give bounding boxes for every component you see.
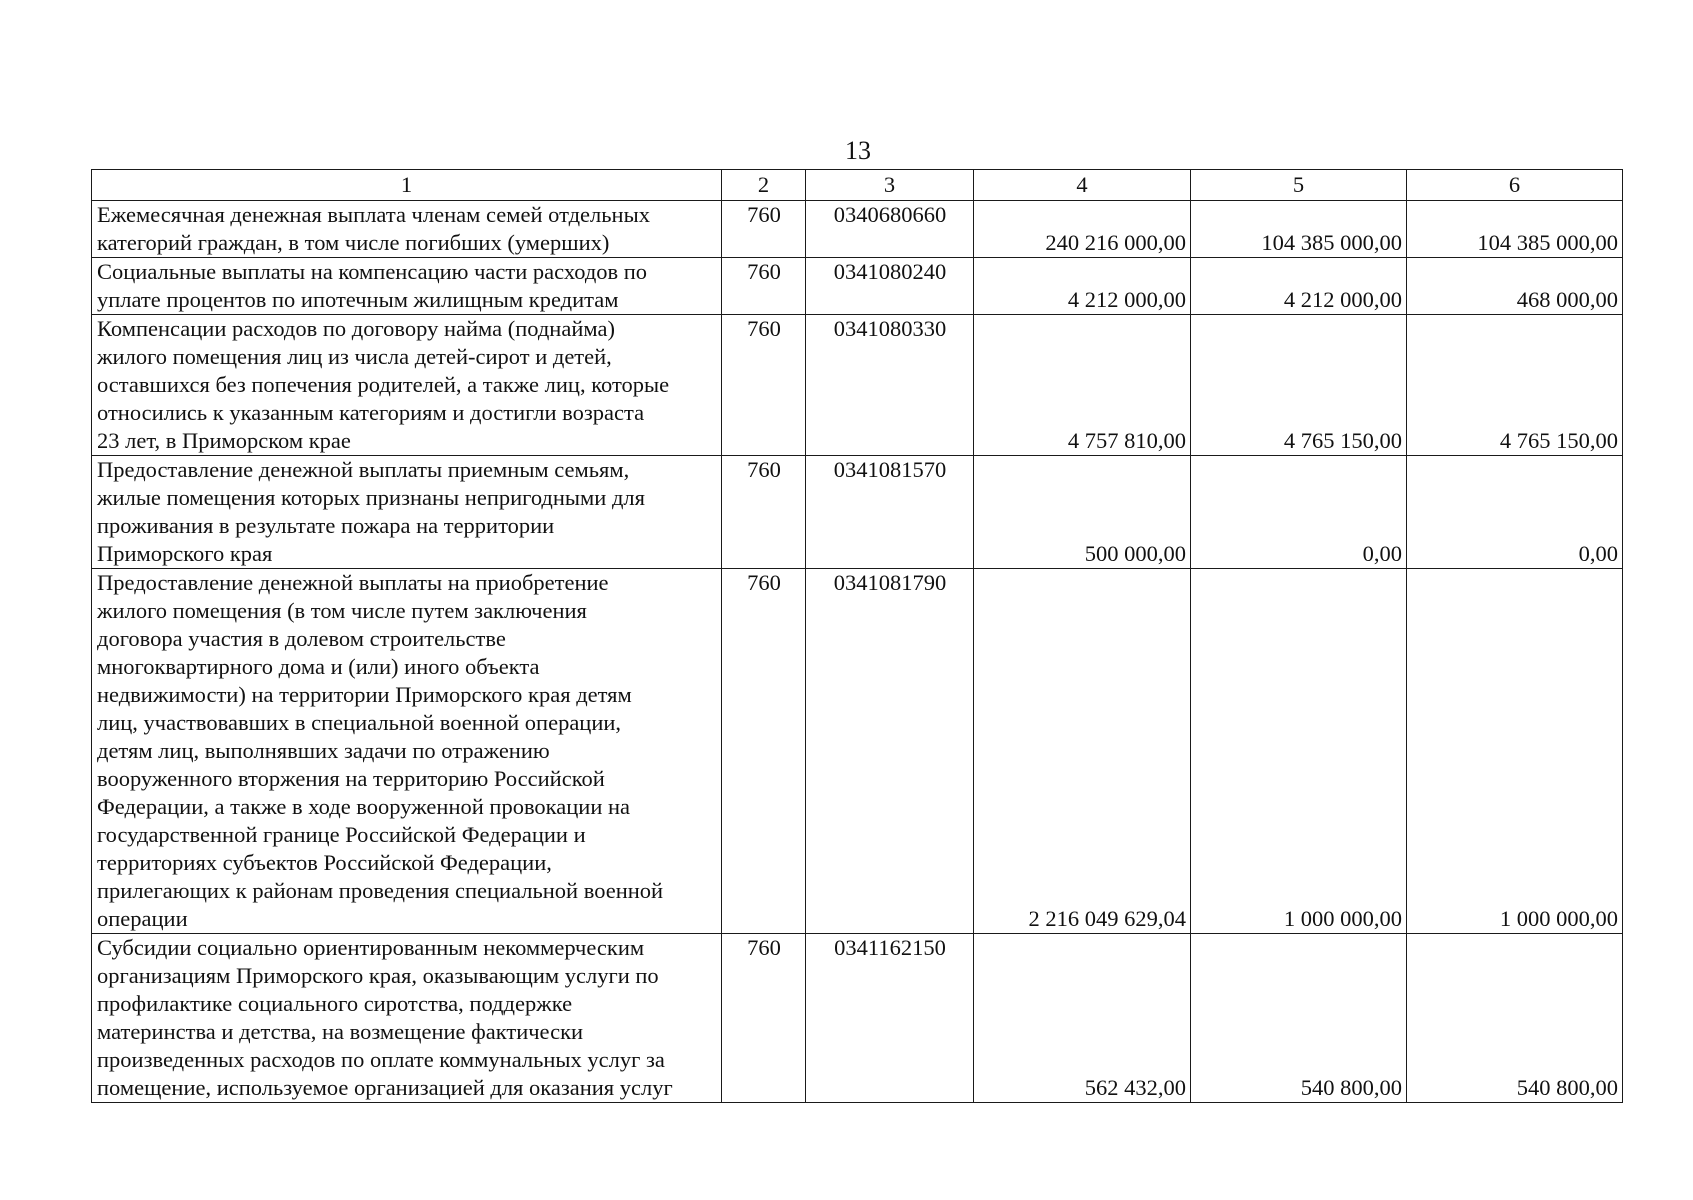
description-line: организациям Приморского края, оказывающим услуги по — [97, 963, 659, 988]
row-amount-col-6: 4 765 150,00 — [1407, 315, 1623, 456]
row-amount-col-4: 2 216 049 629,04 — [974, 569, 1191, 934]
description-line: лиц, участвовавших в специальной военной операции, — [97, 710, 622, 735]
description-line: Федерации, а также в ходе вооруженной провокации на — [97, 794, 631, 819]
row-description — [92, 315, 722, 456]
column-header-6: 6 — [1407, 170, 1623, 201]
row-grbs-code: 760 — [722, 258, 806, 315]
description-line: Социальные выплаты на компенсацию части расходов по — [97, 259, 648, 284]
description-line: произведенных расходов по оплате коммунальных услуг за — [97, 1047, 665, 1072]
row-amount-col-6: 468 000,00 — [1407, 258, 1623, 315]
row-amount-col-6: 1 000 000,00 — [1407, 569, 1623, 934]
row-target-code: 0341081790 — [806, 569, 974, 934]
row-amount-col-5: 4 765 150,00 — [1191, 315, 1407, 456]
row-amount-col-4: 562 432,00 — [974, 934, 1191, 1103]
row-amount-col-5: 4 212 000,00 — [1191, 258, 1407, 315]
description-line: Приморского края — [97, 541, 273, 566]
row-amount-col-6: 540 800,00 — [1407, 934, 1623, 1103]
table-row — [92, 456, 1623, 569]
description-line: профилактике социального сиротства, поддержке — [97, 991, 573, 1016]
description-line: многоквартирного дома и (или) иного объекта — [97, 654, 540, 679]
row-target-code: 0341081570 — [806, 456, 974, 569]
description-line: вооруженного вторжения на территорию Российской — [97, 766, 605, 791]
row-description — [92, 456, 722, 569]
row-amount-col-6: 104 385 000,00 — [1407, 201, 1623, 258]
column-header-4: 4 — [974, 170, 1191, 201]
header-row — [92, 170, 1623, 201]
description-line: Компенсации расходов по договору найма (поднайма) — [97, 316, 615, 341]
description-line: территориях субъектов Российской Федерации, — [97, 850, 552, 875]
row-target-code: 0340680660 — [806, 201, 974, 258]
description-line: категорий граждан, в том числе погибших (умерших) — [97, 230, 610, 255]
description-line: оставшихся без попечения родителей, а также лиц, которые — [97, 372, 670, 397]
row-description — [92, 569, 722, 934]
table-row — [92, 569, 1623, 934]
row-description — [92, 201, 722, 258]
column-header-1: 1 — [92, 170, 722, 201]
table-row — [92, 258, 1623, 315]
row-amount-col-4: 500 000,00 — [974, 456, 1191, 569]
table-row — [92, 315, 1623, 456]
description-line: уплате процентов по ипотечным жилищным кредитам — [97, 287, 619, 312]
description-line: государственной границе Российской Федерации и — [97, 822, 586, 847]
table-header — [92, 170, 1623, 201]
row-grbs-code: 760 — [722, 934, 806, 1103]
row-amount-col-4: 4 757 810,00 — [974, 315, 1191, 456]
row-target-code: 0341080330 — [806, 315, 974, 456]
column-header-5: 5 — [1191, 170, 1407, 201]
description-line: договора участия в долевом строительстве — [97, 626, 506, 651]
description-line: 23 лет, в Приморском крае — [97, 428, 351, 453]
row-grbs-code: 760 — [722, 201, 806, 258]
row-amount-col-5: 540 800,00 — [1191, 934, 1407, 1103]
description-line: Субсидии социально ориентированным некоммерческим — [97, 935, 645, 960]
row-amount-col-5: 1 000 000,00 — [1191, 569, 1407, 934]
description-line: Предоставление денежной выплаты на приобретение — [97, 570, 609, 595]
budget-table — [91, 169, 1623, 1103]
description-line: относились к указанным категориям и достигли возраста — [97, 400, 645, 425]
row-description — [92, 258, 722, 315]
description-line: детям лиц, выполнявших задачи по отражению — [97, 738, 550, 763]
row-description — [92, 934, 722, 1103]
row-target-code: 0341080240 — [806, 258, 974, 315]
description-line: прилегающих к районам проведения специальной военной — [97, 878, 664, 903]
column-header-3: 3 — [806, 170, 974, 201]
description-line: операции — [97, 906, 188, 931]
row-amount-col-5: 104 385 000,00 — [1191, 201, 1407, 258]
row-amount-col-5: 0,00 — [1191, 456, 1407, 569]
description-line: жилого помещения лиц из числа детей-сирот и детей, — [97, 344, 612, 369]
row-grbs-code: 760 — [722, 315, 806, 456]
row-grbs-code: 760 — [722, 569, 806, 934]
table-row — [92, 934, 1623, 1103]
description-line: недвижимости) на территории Приморского края детям — [97, 682, 632, 707]
row-amount-col-4: 240 216 000,00 — [974, 201, 1191, 258]
description-line: помещение, используемое организацией для оказания услуг — [97, 1075, 673, 1100]
description-line: Ежемесячная денежная выплата членам семей отдельных — [97, 202, 650, 227]
description-line: проживания в результате пожара на территории — [97, 513, 555, 538]
row-target-code: 0341162150 — [806, 934, 974, 1103]
table-row — [92, 201, 1623, 258]
row-amount-col-6: 0,00 — [1407, 456, 1623, 569]
row-amount-col-4: 4 212 000,00 — [974, 258, 1191, 315]
table-body — [92, 201, 1623, 1103]
page-number: 13 — [845, 136, 871, 165]
description-line: Предоставление денежной выплаты приемным семьям, — [97, 457, 630, 482]
description-line: материнства и детства, на возмещение фактически — [97, 1019, 584, 1044]
column-header-2: 2 — [722, 170, 806, 201]
description-line: жилые помещения которых признаны непригодными для — [97, 485, 645, 510]
description-line: жилого помещения (в том числе путем заключения — [97, 598, 587, 623]
row-grbs-code: 760 — [722, 456, 806, 569]
